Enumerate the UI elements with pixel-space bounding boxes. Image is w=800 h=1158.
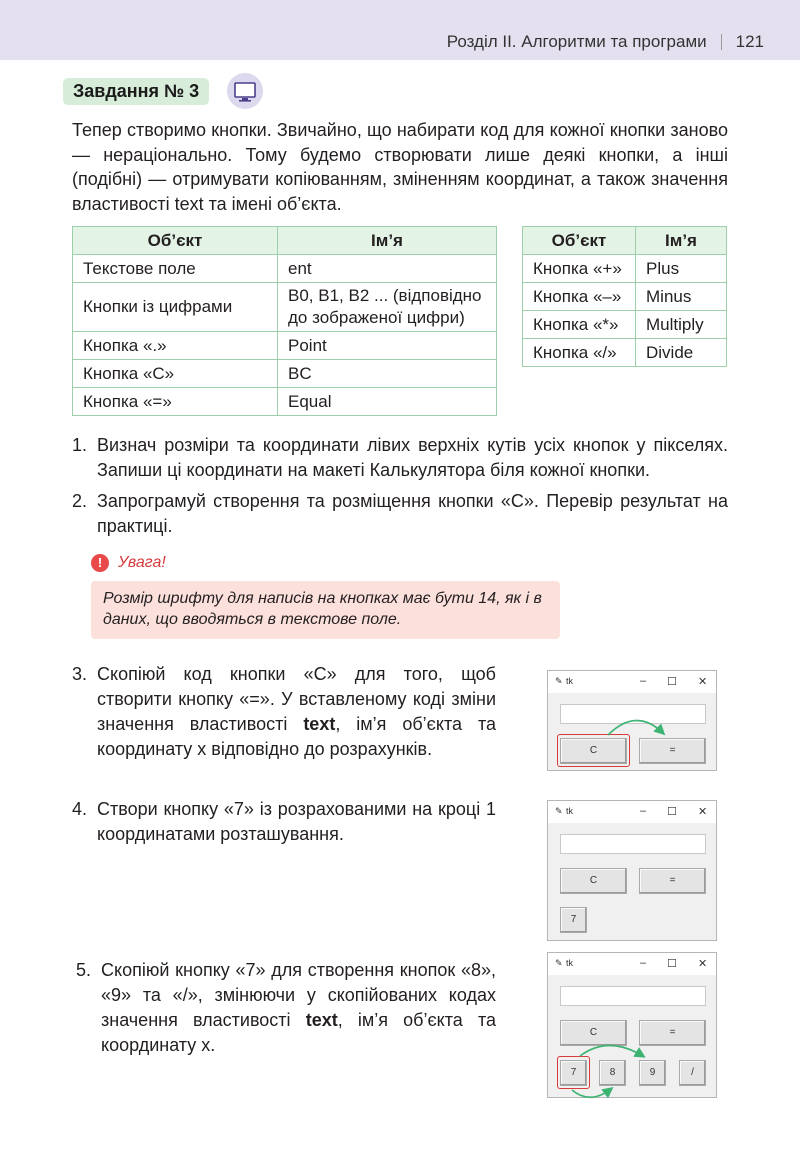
copy-arrow-icon: [548, 671, 718, 772]
tk-window-1: [547, 670, 717, 771]
table-cell: ent: [278, 255, 497, 283]
table-cell: BC: [278, 360, 497, 388]
tk-window-3: [547, 952, 717, 1098]
table-cell: Кнопка «*»: [523, 311, 636, 339]
item-text: Визнач розміри та координати лівих верхніх кутів усіх кнопок у пікселях. Запиши ці координати на макеті Калькулятора біля кожної кнопки.: [97, 435, 728, 480]
window-title: tk: [566, 958, 574, 968]
copy-arrow-icon: [548, 953, 718, 1099]
seven-button[interactable]: 7: [560, 907, 587, 933]
section-title: Розділ ІІ. Алгоритми та програми: [446, 32, 707, 51]
minimize-icon[interactable]: –: [640, 675, 647, 687]
warning-title: [91, 554, 166, 572]
c-button[interactable]: C: [560, 1020, 627, 1046]
maximize-icon[interactable]: ☐: [667, 958, 677, 970]
table-cell: B0, B1, B2 ... (відповідно до зображеної цифри): [278, 283, 497, 332]
text-entry[interactable]: [560, 834, 706, 854]
item-text-part: Скопіюй кнопку «7» для створення кнопок «8», «9» та «/», змінюючи у скопійованих кодах значення властивості: [101, 960, 496, 1030]
equal-button[interactable]: =: [639, 738, 706, 764]
table-cell: Divide: [636, 339, 727, 367]
table-cell: Multiply: [636, 311, 727, 339]
header-text: [447, 32, 764, 52]
maximize-icon[interactable]: ☐: [667, 806, 677, 818]
table-cell: Equal: [278, 388, 497, 416]
table-header-object: Об’єкт: [73, 227, 278, 255]
table-row: [73, 388, 497, 416]
window-title: tk: [566, 676, 574, 686]
table-cell: Кнопка «–»: [523, 283, 636, 311]
close-icon[interactable]: ✕: [698, 806, 708, 818]
item-text-bold: text: [305, 1010, 338, 1030]
minimize-icon[interactable]: –: [640, 957, 647, 969]
table-row: [73, 283, 497, 332]
eight-button[interactable]: 8: [599, 1060, 626, 1086]
table-row: [523, 283, 727, 311]
table-row: [523, 339, 727, 367]
list-item: [76, 958, 496, 1058]
nine-button[interactable]: 9: [639, 1060, 666, 1086]
table-header-row: [523, 227, 727, 255]
tk-window-2: [547, 800, 717, 941]
table-row: [523, 255, 727, 283]
table-row: [73, 360, 497, 388]
table-row: [523, 311, 727, 339]
divide-button[interactable]: /: [679, 1060, 706, 1086]
feather-icon: ✎: [555, 806, 563, 816]
maximize-icon[interactable]: ☐: [667, 676, 677, 688]
item-text: Запрограмуй створення та розміщення кнопки «C». Перевір результат на практиці.: [97, 491, 728, 536]
item-text: [97, 662, 496, 762]
item-text-bold: text: [303, 714, 336, 734]
list-item: [72, 662, 496, 762]
item-number: 1.: [72, 435, 88, 455]
table-header-name: Ім’я: [636, 227, 727, 255]
warning-box: Розмір шрифту для написів на кнопках має бути 14, як і в даних, що вводяться в текстове поле.: [91, 581, 560, 639]
page-number: 121: [735, 32, 764, 51]
intro-paragraph: Тепер створимо кнопки. Звичайно, що набирати код для кожної кнопки заново — нераціонально. Тому будемо створювати лише деякі кнопки, а інші (подібні) — отримувати копіюванням, зміненням координат, а також значення властивості text та імені об’єкта.: [72, 120, 728, 214]
table-cell: Кнопки із цифрами: [73, 283, 278, 332]
table-cell: Кнопка «/»: [523, 339, 636, 367]
item-text-part: , ім’я об’єкта та координату x відповідно до розрахунків.: [97, 714, 496, 759]
table-row: [73, 255, 497, 283]
table-cell: Point: [278, 332, 497, 360]
table-header-name: Ім’я: [278, 227, 497, 255]
table-header-row: [73, 227, 497, 255]
close-icon[interactable]: ✕: [698, 958, 708, 970]
table-cell: Текстове поле: [73, 255, 278, 283]
warning-title-text: Увага!: [118, 554, 166, 571]
c-button[interactable]: C: [560, 868, 627, 894]
table-cell: Plus: [636, 255, 727, 283]
feather-icon: ✎: [555, 676, 563, 686]
item-number: 3.: [72, 664, 88, 684]
header-divider: [721, 34, 722, 50]
exclamation-icon: !: [91, 554, 109, 572]
equal-button[interactable]: =: [639, 1020, 706, 1046]
table-cell: Кнопка «=»: [73, 388, 278, 416]
list-item: [72, 489, 728, 539]
item-text-part: , ім’я об’єкта та координату x.: [101, 1010, 497, 1055]
table-header-object: Об’єкт: [523, 227, 636, 255]
table-row: [73, 332, 497, 360]
table-cell: Кнопка «+»: [523, 255, 636, 283]
table-cell: Кнопка «.»: [73, 332, 278, 360]
item-text: [101, 958, 496, 1058]
equal-button[interactable]: =: [639, 868, 706, 894]
item-number: 5.: [76, 960, 92, 980]
c-button[interactable]: C: [560, 738, 627, 764]
item-text: Створи кнопку «7» із розрахованими на кроці 1 координатами розташування.: [97, 799, 496, 844]
seven-button[interactable]: 7: [560, 1060, 587, 1086]
table-cell: Кнопка «C»: [73, 360, 278, 388]
objects-table-2: [522, 226, 727, 367]
item-number: 2.: [72, 491, 88, 511]
minimize-icon[interactable]: –: [640, 805, 647, 817]
window-titlebar: [548, 801, 716, 823]
computer-monitor-icon: [227, 73, 263, 109]
page-header: [0, 0, 800, 60]
close-icon[interactable]: ✕: [698, 676, 708, 688]
item-number: 4.: [72, 799, 88, 819]
list-item: [72, 797, 496, 847]
task-title: Завдання № 3: [63, 78, 209, 105]
list-item: [72, 433, 728, 483]
table-cell: Minus: [636, 283, 727, 311]
objects-table-1: [72, 226, 497, 416]
item-text-part: Скопіюй код кнопки «C» для того, щоб створити кнопку «=». У вставленому коді зміни значення властивості: [97, 664, 496, 734]
feather-icon: ✎: [555, 958, 563, 968]
window-title: tk: [566, 806, 574, 816]
